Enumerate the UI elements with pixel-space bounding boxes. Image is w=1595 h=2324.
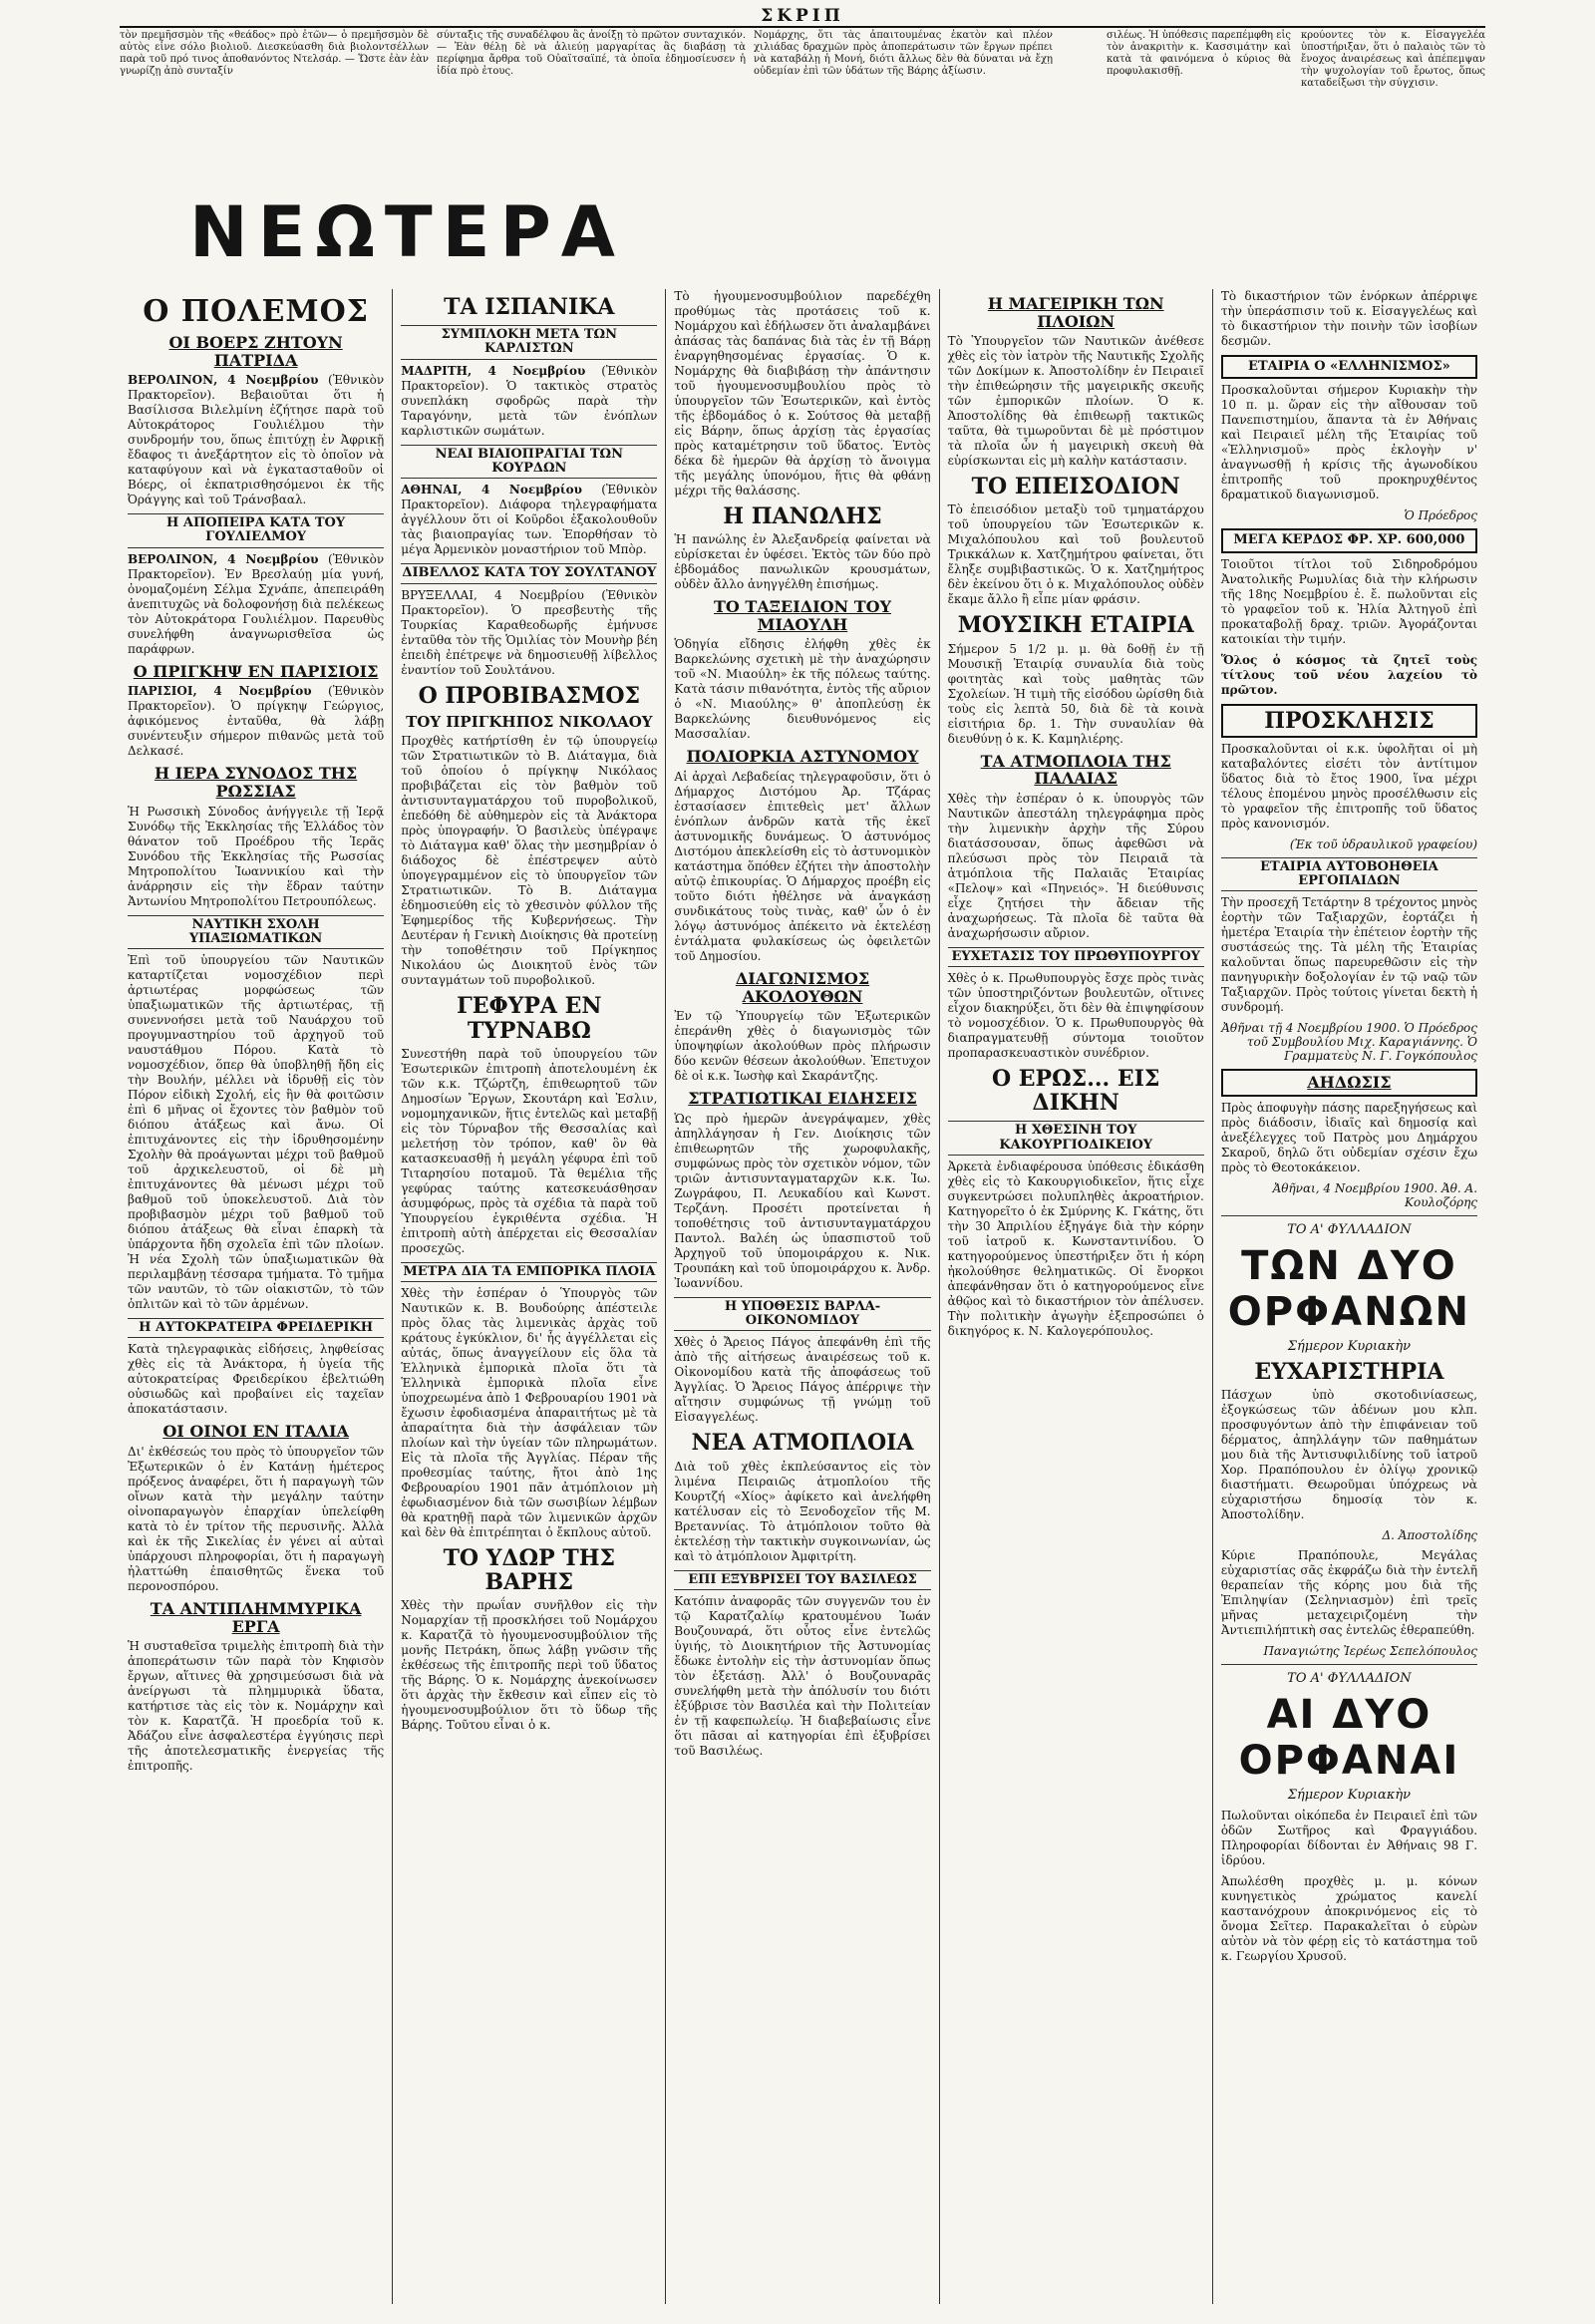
heading-spanish: ΤΑ ΙΣΠΑΝΙΚΑ [444,294,615,320]
article-military: Ὡς πρὸ ἡμερῶν ἀνεγράψαμεν, χθὲς ἀπηλλάγησαν ἡ Γεν. Διοίκησις τῶν ἐπιθεωρητῶν τῆς χωροφυλακῆς, συμφώνως πρὸς τὸν σχετικὸν νόμον, τῶν τριῶν ἀντισυνταγματαρχῶν κ.κ. Ἰω. Ζωγράφου, Π. Λευκαδίου καὶ Κωνστ. Τερζάνη. Προσέτι προτείνεται ἡ τοποθέτησις τοῦ ἀντισυνταγματάρχου Παντολ. Βαλέη ὡς ὑπασπιστοῦ τοῦ Ἀρχηγοῦ τοῦ ὑπομοιράρχου κ. Νικ. Τρουπάκη καὶ τοῦ ὑπομοιράρχου κ. Ἀνδρ. Ἰωαννίδου. [674,1111,931,1290]
heading-varla: Η ΥΠΟΘΕΣΙΣ ΒΑΡΛΑ-ΟΙΚΟΝΟΜΙΔΟΥ [674,1297,930,1332]
heading-galley: Η ΜΑΓΕΙΡΙΚΗ ΤΩΝ ΠΛΟΙΩΝ [987,294,1164,331]
article-love-trial: Ἀρκετὰ ἐνδιαφέρουσα ὑπόθεσις ἐδικάσθη χθὲς εἰς τὸ Κακουργιοδικεῖον, ἥτις εἶχε συγκεντρώσει πολυπληθὲς ἀκροατήριον. Κατηγορεῖτο ὁ ἐκ Σμύρνης Κ. Γκάτης, ὅτι τὴν 30 Ἀπριλίου ἐξηγάγε διὰ τὴν κόρην τοῦ ἰατροῦ κ. Κωνσταντινίδου. Ὁ κατηγορούμενος ὑπεστήριξεν ὅτι ἡ κόρη ἠκολούθησε θεληματικῶς. Οἱ ἔνορκοι ἀπεφάνθησαν ὅτι ὁ κατηγορούμενος εἶνε ἀθῷος καὶ τὸ δικαστήριον τὸν ἀπέλυσεν. Τὴν πολιτικὴν ἀγωγὴν ἐξεπροσώπει ὁ δικηγόρος κ. Ν. Καλογερόπουλος. [947,1160,1204,1339]
article-boers: ΒΕΡΟΛΙΝΟΝ, 4 Νοεμβρίου (Ἐθνικὸν Πρακτορεῖον). Βεβαιοῦται ὅτι ἡ Βασίλισσα Βιλελμίνη ἐζήτησε παρὰ τοῦ Αὐτοκράτορος Γουλιέλμου τὴν συνδρομήν του, ὅπως ἐπιτύχῃ ἐν Ἀφρικῇ ἔδαφος τι ἀνεξάρτητον εἰς τὸ ὁποῖον νὰ καταφύγουν καὶ νὰ ἐγκατασταθοῦν οἱ Βόερς, οἱ ἐκπατρισθησόμενοι ἐκ τῆς Ὀράγγης καὶ τοῦ Τράνσβααλ. [128,373,385,507]
heading-love-trial-sub: Η ΧΘΕΣΙΝΗ ΤΟΥ ΚΑΚΟΥΡΓΙΟΔΙΚΕΙΟΥ [948,1121,1204,1156]
article-attempt: ΒΕΡΟΛΙΝΟΝ, 4 Νοεμβρίου (Ἐθνικὸν Πρακτορεῖον). Ἐν Βρεσλαύῃ μία γυνή, ὀνομαζομένη Σέλμα Σχνάπε, ἀπεπειράθη ἀνεπιτυχῶς νὰ δολοφονήσῃ διὰ πελέκεως τὸν Αὐτοκράτορα Γουλιέλμον. Παρευθὺς συνελήφθη ἀναγνωρισθεῖσα ὡς παράφρων. [128,551,385,656]
article-flood-works: Ἡ συσταθεῖσα τριμελὴς ἐπιτροπὴ διὰ τὴν ἀποπεράτωσιν τῶν παρὰ τὸν Κηφισὸν ἔργων, αἵτινες θὰ χρησιμεύσωσι διὰ νὰ ἀνείργωσι τὰ πλημμυρικὰ ὕδατα, κατήρτισε τὰς εἰς τὸν κ. Νομάρχην καὶ τὸν κ. Καρατζᾶ. Ἡ προεδρία τοῦ κ. Ἀδάζου εἶνε ἀσφαλεστέρα ἐγγύησις περὶ τῆς ἀποτελεσματικῆς ἐνεργείας τῆς ἐπιτροπῆς. [128,1639,385,1774]
article-verdict-cont: Τὸ δικαστήριον τῶν ἐνόρκων ἀπέρριψε τὴν ὑπεράσπισιν τοῦ κ. Εἰσαγγελέως καὶ τὸ δικαστήριον τὴν ποινὴν τῶν ἰσοβίων δεσμῶν. [1220,289,1478,348]
heading-siege: ΠΟΛΙΟΡΚΙΑ ΑΣΤΥΝΟΜΟΥ [686,747,919,767]
article-old-company: Χθὲς τὴν ἑσπέραν ὁ κ. ὑπουργὸς τῶν Ναυτικῶν ἀπεστάλη τηλεγράφημα πρὸς τὴν λιμενικὴν ἀρχὴν τῆς Σύρου διατάσσουσαν, ὅπως ἀφεθῶσι νὰ πλεύσωσι πρὸς τὸν Πειραιᾶ τὰ ἀτμόπλοια τῆς Παλαιᾶς Ἑταιρίας «Πελοψ» καὶ «Πηνειός». Ἡ διεύθυνσις εἶχε ζητήσει τὴν ἄδειαν τῆς ἀναχωρήσεως. Τὰ πλοῖα δὲ ταῦτα θὰ ἀναχωρήσωσιν αὔριον. [947,791,1204,940]
lead-col-2: σύνταξις τῆς συναδέλφου ἂς ἀνοίξῃ τὸ πρῶτον συνταχικόν. — Ἐὰν θέλῃ δὲ νὰ ἀλιεύῃ μαργαρίτας ἂς διαβάσῃ τὰ περίφημα ἄρθρα τοῦ Οὐαϊτσαϊπέ, τὰ ὁποῖα ἐδημοσίευσεν ἡ ἰδία πρὸ ἐτους. [437,30,746,77]
article-vari-cont: Τὸ ἡγουμενοσυμβούλιον παρεδέχθη προθύμως τὰς προτάσεις τοῦ κ. Νομάρχου καὶ ἐδήλωσεν ὅτι ἀναλαμβάνει ἀπάσας τὰς δαπάνας διὰ τὰς ἐν τῇ Βάρῃ ἐναργηθησομένας ἐργασίας. Ὁ κ. Νομάρχης θὰ διαβιβάσῃ τὴν ἀπάντησιν τοῦ ἡγουμενοσυμβουλίου πρὸς τὸ ὑπουργεῖον τῶν Ἐσωτερικῶν, καὶ ἐντὸς τῆς ἑβδομάδος ὁ κ. Σούτσος θὰ μεταβῇ εἰς Βάρην, ὅπως ἀρχίσῃ τὰς ἐργασίας πρὸς καταμέτρησιν τοῦ ὕδατος. Ἐντὸς δέκα δὲ ἡμερῶν θὰ ἀρχίσῃ τὸ ἄνοιγμα τῆς μεγάλης ὑπονόμου, ἥτις θὰ φθάνῃ μέχρι τῆς θαλάσσης. [674,289,931,498]
heading-plague: Η ΠΑΝΩΛΗΣ [723,503,882,529]
article-invitation: Προσκαλοῦνται οἱ κ.κ. ὑφολῆται οἱ μὴ καταβαλόντες εἰσέτι τὸν ἀντίτιμον ὕδατος διὰ τὸ ἔτος 1900, ἵνα μέχρι τέλους ἐπομένου μηνὸς προσέλθωσιν εἰς τὸ γραφεῖον τῆς ἐπιτροπῆς τοῦ ὕδατος πρὸς κανονισμόν. [1220,741,1478,830]
lead-col-5: κρούοντες τὸν κ. Εἰσαγγελέα ὑποστήριξαν, ὅτι ὁ παλαιὸς τῶν τὸ ἔνοχος ἀναιρέσεως καὶ ἀπέπεμψαν τὴν ψυχολογίαν τοῦ ἔρωτος, ὅπως καταδείξωσι τὴν σύγχισιν. [1301,30,1485,89]
article-insult: Κατόπιν ἀναφορᾶς τῶν συγγενῶν του ἐν τῷ Καρατζαλίῳ κρατουμένου Ἰωάν Βουζουναρά, ὅτι οὗτος εἶνε ἐντελῶς ὑγιής, τὸ Διοικητήριον τῆς Ἀστυνομίας ἔδωκε ἐντολὴν εἰς τὴν ἀστυνομίαν ὅπως τὸν ἐξετάσῃ. Ἀλλ' ὁ Βουζουναρᾶς συνελήφθη μετὰ τὴν ἀπόλυσίν του διότι ἐξύβρισε τὸν Βασιλέα καὶ τὴν Πολιτείαν ἐν τῇ καφεπωλείῳ. Ἡ διαβεβαίωσις εἶνε ὅτι πᾶσαι αἱ κατηγορίαι ἐπὶ ἐξυβρίσει τοῦ Βασιλέως. [674,1593,931,1758]
ad-two-orphans-2-sub: Σήμερον Κυριακὴν [1287,1788,1412,1804]
article-music: Σήμερον 5 1/2 μ. μ. θὰ δοθῇ ἐν τῇ Μουσικῇ Ἑταιρίᾳ συναυλία διὰ τοὺς φοιτητὰς καὶ τοὺς μαθητὰς τῶν Σχολείων. Ἡ τιμὴ τῆς εἰσόδου ὡρίσθη διὰ τοὺς εἰς λεπτὰ 50, διὰ δὲ τὰ κοινὰ εἰσιτήρια δρ. 1. Τὴν συναυλίαν θὰ διευθύνῃ ὁ κ. Κ. Καμηλιέρης. [947,641,1204,746]
article-apprentices: Τὴν προσεχῆ Τετάρτην 8 τρέχοντος μηνὸς ἑορτὴν τῶν Ταξιαρχῶν, ἑορτάζει ἡ ἡμετέρα Ἑταιρία τὴν ἐπέτειον ἑορτὴν τῆς συστάσεώς της. Τὰ μέλη τῆς Ἑταιρίας καλοῦνται ὅπως παρευρεθῶσιν εἰς τὴν πανηγυρικὴν δοξολογίαν ἐν τῷ ναῷ τῶν Ταξιαρχῶν. Πρὸς τούτοις γίνεται δεκτὴ ἡ συνδρομή. [1220,895,1478,1015]
heading-invitation: ΠΡΟΣΚΛΗΣΙΣ [1221,704,1477,738]
article-naval-school: Ἐπὶ τοῦ ὑπουργείου τῶν Ναυτικῶν καταρτίζεται νομοσχέδιον περὶ ἀρτιωτέρας μορφώσεως τῶν ὑπαξιωματικῶν τῆς ἀρτιωτέρας, τῇ συνεννοήσει μετὰ τοῦ Ναυάρχου τοῦ προγυμναστηρίου τοῦ ἀρχηγοῦ τοῦ ναυστάθμου Πόρου. Κατὰ τὸ νομοσχέδιον, ὅπερ θὰ ὑποβληθῇ ἤδη εἰς τὴν Βουλήν, μέλλει νὰ ἱδρυθῇ εἰς τὸν Πόρον εἰδικὴ Σχολή, εἰς ἣν θὰ φοιτῶσιν ἐπὶ 6 μῆνας οἱ ἔχοντες τὸν βαθμὸν τοῦ διόπου ἀτάξεως καὶ ἄνω. Οἱ ἐπιτυχάνοντες εἰς τὴν ἱδρυθησομένην Σχολὴν θὰ προάγωνται μέχρι τοῦ βαθμοῦ τοῦ ἀρχικελευστοῦ, οἱ δὲ μὴ ἐπιτυχάνοντες θὰ μένωσι μέχρι τοῦ βαθμοῦ τοῦ ὑποκελευστοῦ. Διὰ τὸν προβιβασμὸν μέχρι τοῦ βαθμοῦ τοῦ διόπου ἀτάξεως θὰ εἶναι ἐπαρκὴ τὰ ὑπάρχοντα ἤδη σχολεῖα ἐπὶ τῶν πλοίων. Ἡ νέα Σχολὴ τῶν ὑπαξιωματικῶν θὰ περιλαμβάνῃ τέσσαρα τμήματα. Τὸ τμῆμα τῶν ναυτῶν, τὸ τῶν οἰακιστῶν, τὸ τῶν ὁπλιτῶν καὶ τὸ τῶν ἁρμένων. [128,953,385,1312]
heading-wines: ΟΙ ΟΙΝΟΙ ΕΝ ΙΤΑΛΙΑ [162,1422,349,1442]
heading-pm: ΕΥΧΕΤΑΣΙΣ ΤΟΥ ΠΡΩΘΥΠΟΥΡΓΟΥ [948,947,1204,967]
divider-2 [1221,1664,1477,1665]
signature-thanks: Δ. Ἀποστολίδης [1382,1528,1478,1543]
article-galley: Τὸ Ὑπουργεῖον τῶν Ναυτικῶν ἀνέθεσε χθὲς εἰς τὸν ἰατρὸν τῆς Ναυτικῆς Σχολῆς τῶν Δοκίμων κ. Ἀποστολίδην ἐν Πειραιεῖ τὴν ἐπιθεώρησιν τῆς μαγειρικῆς σκευῆς τῶν ἐμπορικῶν πλοίων. Ὁ κ. Ἀποστολίδης θὰ ἐπιθεωρῇ τακτικῶς ταῦτα, θὰ τιμωροῦνται δὲ μὲ πρόστιμον τὰ πλοῖα ὧν ἡ μαγειρικὴ σκευὴ θὰ εὑρίσκωνται εἰς μὴ καλὴν κατάστασιν. [947,334,1204,469]
heading-contest: ΔΙΑΓΩΝΙΣΜΟΣ ΑΚΟΛΟΥΘΩΝ [735,968,870,1006]
column-5 [1212,289,1485,2304]
article-big-gain-tagline: Ὅλος ὁ κόσμος τὰ ζητεῖ τοὺς τίτλους τοῦ νέου λαχείου τὸ πρῶτον. [1220,652,1478,697]
heading-thanks: ΕΥΧΑΡΙΣΤΗΡΙΑ [1254,1358,1444,1385]
article-ellinismos: Προσκαλοῦνται σήμερον Κυριακὴν τὴν 10 π. μ. ὥραν εἰς τὴν αἴθουσαν τοῦ Πανεπιστημίου, ἅπαντα τὰ ἐν Ἀθήναις καὶ Πειραιεῖ μέλη τῆς Ἑταιρίας τοῦ «Ἑλληνισμοῦ» πρὸς ἐκλογὴν ν' ἀναγνωσθῇ ἡ κρίσις τῆς ἀγωνοδίκου ἐπιτροπῆς τοῦ προκηρυχθέντος δραματικοῦ διαγωνισμοῦ. [1220,383,1478,502]
column-2 [392,289,665,2304]
heading-miaoulis: ΤΟ ΤΑΞΕΙΔΙΟΝ ΤΟΥ ΜΙΑΟΥΛΗ [714,597,891,634]
section-title-neotera: ΝΕΩΤΕΡΑ [189,191,625,273]
columns [120,289,1485,2304]
heading-promotion-sub: ΤΟΥ ΠΡΙΓΚΗΠΟΣ ΝΙΚΟΛΑΟΥ [406,712,653,731]
ad-lost-dog: Ἀπωλέσθη προχθὲς μ. μ. κόνων κυνηγετικὸς χρώματος κανελί καστανόχρουν ἀποκρινόμενος εἰς τὸ ὄνομα Σεῖτερ. Παρακαλεῖται ὁ εὑρὼν αὐτὸν νὰ τὸν φέρῃ εἰς τὸ κατάστημα τοῦ κ. Γεωργίου Χρυσοῦ. [1220,1874,1478,1964]
heading-war: Ο ΠΟΛΕΜΟΣ [143,294,369,329]
column-3 [665,289,938,2304]
lead-col-3: Νομάρχης, ὅτι τὰς ἀπαιτουμένας ἑκατὸν καὶ πλέον χιλιάδας δραχμῶν πρὸς ἀποπεράτωσιν τῶν ἔργων πρέπει νὰ καταβάλῃ ἡ Μονή, διότι ἄλλως δὲν θὰ δύναται νὰ ἔχῃ οὐδεμίαν ἐπὶ τῶν ὑδάτων τῆς Βάρης ἀξίωσιν. [754,30,1053,77]
lead-col-1: τὸν πρεμῆσσμὸν τῆς «θεάδος» πρὸ ἐτῶν— ὁ πρεμῆσσμὸν δὲ αὐτὸς εἶνε σόλο βιολιοῦ. Διεσκεύασθη διὰ βιολοντσέλλων παρὰ τοῦ πρό τινος ἀποθανόντος Ντελσάρ. — Ὥστε ἐὰν ἐὰν γνωρίζῃ ἀπὸ συνταξίν [120,30,429,77]
article-wines: Δι' ἐκθέσεώς του πρὸς τὸ ὑπουργεῖον τῶν Ἐξωτερικῶν ὁ ἐν Κατάνῃ ἡμέτερος πρόξενος ἀναφέρει, ὅτι ἡ παραγωγὴ τῶν οἴνων κατὰ τὴν μεγάλην ταύτην οἰνοπαραγωγὸν ἐπαρχίαν ὑπελείφθη κατὰ τὸ ἐν τρίτον τῆς περυσινῆς. Ἀλλὰ καὶ ἐκ τῆς Σικελίας ἐν γένει αἱ αὐταὶ ὑπάρχουσι πληροφορίαι, ὅτι ἡ παραγωγὴ ἠλαττώθη ἐπαισθητῶς ἕνεκα τοῦ περονοσπόρου. [128,1445,385,1594]
heading-bridge: ΓΕΦΥΡΑ ΕΝ ΤΥΡΝΑΒΩ [457,993,602,1044]
article-incident: Τὸ ἐπεισόδιον μεταξὺ τοῦ τμηματάρχου τοῦ ὑπουργείου τῶν Ἐσωτερικῶν κ. Μιχαλόπουλου καὶ τοῦ βουλευτοῦ Τρικκάλων κ. Χατζημήτρου φαίνεται, ὅτι ἔληξε συμβιβαστικῶς. Ὁ κ. Χατζημήτρος δὲν ἐκείνου ὅτι ὁ κ. Μιχαλόπουλος οὐδὲν ἔκαμε ἄλλο ἢ εἶπε μίαν φράσιν. [947,502,1204,607]
article-contest: Ἐν τῷ Ὑπουργείῳ τῶν Ἐξωτερικῶν ἐπεράνθη χθὲς ὁ διαγωνισμὸς τῶν ὑποψηφίων ἀκολούθων πρὸς πλήρωσιν δύο κενῶν θέσεων ἀκολούθων. Ἐπετυχον δὲ οἱ κ.κ. Ἰωσὴφ καὶ Σκαράντζης. [674,1009,931,1084]
column-4 [939,289,1212,2304]
ad-plots: Πωλοῦνται οἰκόπεδα ἐν Πειραιεῖ ἐπὶ τῶν ὁδῶν Σωτῆρος καὶ Φραγγιάδου. Πληροφορίαι δίδονται ἐν Ἀθήναις 98 Γ. ἰδρύου. [1220,1809,1478,1868]
article-prince-paris: ΠΑΡΙΣΙΟΙ, 4 Νοεμβρίου (Ἐθνικὸν Πρακτορεῖον). Ὁ πρίγκηψ Γεώργιος, ἀφικόμενος ἐνταῦθα, θὰ λάβῃ συνέντευξιν σήμερον πιθανῶς μετὰ τοῦ Δελκασέ. [128,684,385,759]
article-bridge: Συνεστήθη παρὰ τοῦ ὑπουργείου τῶν Ἐσωτερικῶν ἐπιτροπὴ ἀποτελουμένη ἐκ τῶν κ.κ. Τζώρτζη, ἐπιθεωρητοῦ τῶν Δημοσίων Ἔργων, Σκουτάρη καὶ Ἐσλιν, νομομηχανικῶν, ἥτις ἐντελῶς καὶ μεταβῇ εἰς τὸν Τύρναβον τῆς Θεσσαλίας καὶ μελετήσῃ τὸν τρόπον, καθ' ὃν θὰ κατασκευασθῇ ἡ μεγάλη γέφυρα ἐπὶ τοῦ Τιταρησίου ποταμοῦ. Τὰ θεμέλια τῆς γεφύρας ταύτης κατεσκευάσθησαν ἀσυμφόρως, πρὸς τὰ σχέδια τὰ παρὰ τοῦ Ὑπουργείου ἐγκριθέντα σχέδια. Ἡ ἐπιτροπὴ αὐτὴ ἀπέρχεται εἰς Θεσσαλίαν προσεχῶς. [401,1046,658,1255]
heading-libel: ΔΙΒΕΛΛΟΣ ΚΑΤΑ ΤΟΥ ΣΟΥΛΤΑΝΟΥ [401,563,657,583]
masthead [120,6,1485,28]
heading-incident: ΤΟ ΕΠΕΙΣΟΔΙΟΝ [971,474,1180,500]
heading-old-company: ΤΑ ΑΤΜΟΠΛΟΙΑ ΤΗΣ ΠΑΛΑΙΑΣ [980,751,1171,789]
article-libel: ΒΡΥΞΕΛΛΑΙ, 4 Νοεμβρίου (Ἐθνικὸν Πρακτορεῖον). Ὁ πρεσβευτὴς τῆς Τουρκίας Καραθεοδωρῆς ἐμήνυσε ἐνταῦθα τὸν τῆς Ὁμιλίας τὸν Μουνὴρ βέη ἐπειδὴ ἐπέτρεψε νὰ δημοσιευθῇ λίβελλος ἐναντίον τοῦ Σουλτάνου. [401,587,658,677]
article-merchant-ships: Χθὲς τὴν ἑσπέραν ὁ Ὑπουργὸς τῶν Ναυτικῶν κ. Β. Βουδούρης ἀπέστειλε πρὸς ὅλας τὰς λιμενικὰς ἀρχὰς τοῦ κράτους ἐγκύκλιον, δι' ἧς ἀγγέλλεται εἰς αὐτάς, ὅπως ἀναγγείλουν εἰς ὅλα τὰ Ἑλληνικὰ ἐμπορικὰ πλοῖα ὅτι τὰ Ἑλληνικὰ ἐμπορικὰ πλοῖα εἶνε ὑποχρεωμένα ἀπὸ 1 Φεβρουαρίου 1901 νὰ ἔχωσιν ἐφοδιασμένα ἀπαραιτήτως μὲ τὰ ἀπαραίτητα διὰ τὴν ἀσφάλειαν τῶν πλοίων καὶ τὴν ὑγείαν τῶν πληρωμάτων. Εἰς τὰ πλοῖα τῆς Ἀγγλίας. Πέραν τῆς προθεσμίας ταύτης, ἤτοι ἀπὸ 1ης Φεβρουαρίου 1901 πᾶν ἀτμόπλοιον μὴ ἐφωδιασμένον διὰ τῶν σωσιβίων λέμβων θὰ κρατηθῇ παρὰ τῶν λιμενικῶν ἀρχῶν καὶ δὲν θὰ ἐπιτρέπηται ὁ ἔκπλους αὐτοῦ. [401,1286,658,1540]
heading-love-trial: Ο ΕΡΩΣ... ΕΙΣ ΔΙΚΗΝ [991,1066,1160,1117]
heading-apprentices: ΕΤΑΙΡΙΑ ΑΥΤΟΒΟΗΘΕΙΑ ΕΡΓΟΠΑΙΔΩΝ [1221,857,1477,892]
heading-vari-water: ΤΟ ΥΔΩΡ ΤΗΣ ΒΑΡΗΣ [443,1545,616,1596]
theatre-label-1: ΤΟ Α' ΦΥΛΛΑΔΙΟΝ [1287,1221,1412,1237]
heading-declaration: ΑΗΔΩΣΙΣ [1221,1069,1477,1097]
heading-military: ΣΤΡΑΤΙΩΤΙΚΑΙ ΕΙΔΗΣΕΙΣ [688,1089,917,1109]
heading-synod: Η ΙΕΡΑ ΣΥΝΟΔΟΣ ΤΗΣ ΡΩΣΣΙΑΣ [154,764,358,801]
heading-carlists: ΣΥΜΠΛΟΚΗ ΜΕΤΑ ΤΩΝ ΚΑΡΛΙΣΤΩΝ [401,325,657,360]
article-thanks-2: Κύριε Πραπόπουλε, Μεγάλας εὐχαριστίας σᾶς ἐκφράζω διὰ τὴν ἐντελῆ θεραπείαν τῆς κόρης μου διὰ τῆς Ἐπιληψίαν (Σεληνιασμὸν) ἐπὶ τρεῖς μῆνας μεταχειριζομένη τὴν Ἀντιεπιλήπτικὴ σας ἐντελῶς ἐθεραπεύθη. [1220,1548,1478,1638]
article-siege: Αἱ ἀρχαὶ Λεβαδείας τηλεγραφοῦσιν, ὅτι ὁ Δήμαρχος Διστόμου Ἀρ. Τζάρας ἐστασίασεν ἐπιτεθεὶς μετ' ἄλλων ἐνόπλων ἀνδρῶν κατὰ τῆς ἐκεῖ ἀστυνομικῆς δυνάμεως. Ὁ ἀστυνόμος Διστόμου ἀπεκλείσθη εἰς τὸ ἀστυνομικὸν κατάστημα ὅπόθεν ἐζήτει τὴν ἀποστολὴν αὐτῷ ἐπικουρίας. Ὁ Δήμαρχος προέβη εἰς τοῦτο διότι ἠθέλησε νὰ ἀναγκάσῃ συνδικάτους τοὺς τινὰς, καθ' ὧν ὁ ἐν λόγῳ ἀστυνόμος ἀπέκειτο νὰ ἐκτελέσῃ ἐντάλματα φυλακίσεως ὡς ὀφειλετῶν τοῦ Δημοσίου. [674,769,931,963]
article-empress: Κατὰ τηλεγραφικὰς εἰδήσεις, ληφθείσας χθὲς εἰς τὰ Ἀνάκτορα, ἡ ὑγεία τῆς αὐτοκρατείρας Φρειδερίκου ἐβελτιώθη οὐσιωδῶς καὶ προβαίνει εἰς ταχεῖαν ἀποκατάστασιν. [128,1342,385,1417]
heading-merchant-ships: ΜΕΤΡΑ ΔΙΑ ΤΑ ΕΜΠΟΡΙΚΑ ΠΛΟΙΑ [401,1262,657,1282]
column-1 [120,289,392,2304]
signature-president: Ὁ Πρόεδρος [1404,508,1478,523]
article-synod: Ἡ Ρωσσικὴ Σύνοδος ἀνήγγειλε τῇ Ἱερᾷ Συνόδῳ τῆς Ἐκκλησίας τῆς Ἑλλάδος τὸν θάνατον τοῦ Προέδρου τῆς Ἱερᾶς Συνόδου τῆς Ἐκκλησίας τῆς Ρωσσίας Μητροπολίτου Ἰωαννικίου καὶ τὴν ἀνάρρησιν εἰς τὴν ἕδραν ταύτην Ἀντωνίου Μητροπολίτου Πετρουπόλεως. [128,804,385,908]
article-vari-water: Χθὲς τὴν πρωΐαν συνῆλθον εἰς τὴν Νομαρχίαν τῇ προσκλήσει τοῦ Νομάρχου κ. Καρατζᾶ τὸ ἡγουμενοσυμβούλιον τῆς μονῆς Πετράκη, ὅπως λάβῃ γνῶσιν τῆς ἐκθέσεως τῆς ἐπιτροπῆς περὶ τοῦ ὕδατος τῆς Βάρης. Ὁ κ. Νομάρχης ἀνεκοίνωσεν ὅτι ἀρχὰς τὴν ἔκθεσιν καὶ εἶπεν εἰς τὸ ἡγουμενοσυμβούλιον ὅτι τὸ ὕδωρ τῆς Βάρης. Τοῦτου εἶναι ὁ κ. [401,1598,658,1733]
article-miaoulis: Ὁδηγία εἴδησις ἐλήφθη χθὲς ἐκ Βαρκελώνης σχετικὴ μὲ τὴν ἀναχώρησιν τοῦ «Ν. Μιαούλη» ἐκ τῆς πόλεως ταύτης. Κατὰ τάσιν πιθανότητα, ἐντὸς τῆς αὔριον ὁ «Ν. Μιαούλης» θ' ἀποπλεύσῃ ἐκ Βαρκελώνης διευθυνόμενος εἰς Μασσαλίαν. [674,637,931,742]
heading-big-gain: ΜΕΓΑ ΚΕΡΔΟΣ ΦΡ. ΧΡ. 600,000 [1221,528,1477,552]
signature-apprentices: Ἀθῆναι τῇ 4 Νοεμβρίου 1900. Ὁ Πρόεδρος τοῦ Συμβουλίου Μιχ. Καραγιάννης. Ὁ Γραμματεὺς Ν. Γ. Γογκόπουλος [1221,1021,1478,1064]
heading-ellinismos: ΕΤΑΙΡΙΑ Ο «ΕΛΛΗΝΙΣΜΟΣ» [1221,355,1477,379]
article-plague: Ἡ πανώλης ἐν Ἀλεξανδρείᾳ φαίνεται νὰ εὑρίσκεται ἐν ὑφέσει. Ἐκτὸς τῶν δύο πρὸ ἑβδομάδος πανωλικῶν κρουσμάτων, οὐδὲν ἄλλο ἀνηγγέλθη ἐπισήμως. [674,532,931,592]
article-new-steamers: Διὰ τοῦ χθὲς ἐκπλεύσαντος εἰς τὸν λιμένα Πειραιῶς ἀτμοπλοίου τῆς Κουρτζή «Χίος» ἀφίκετο καὶ ἀνελήφθη κατέλυσαν εἰς τὸ Ξενοδοχεῖον τῆς Μ. Βρεταννίας. Τὸ ἀτμόπλοιον τοῦτο θὰ ἐκτελέσῃ τὴν τακτικὴν συγκοινωνίαν, ὡς καὶ τὸ ἀτμόπλοιον Ἀμφιτρίτη. [674,1459,931,1563]
ad-two-orphans-2: ΑΙ ΔΥΟ ΟΡΦΑΝΑΙ [1238,1692,1460,1785]
heading-promotion: Ο ΠΡΟΒΙΒΑΣΜΟΣ [418,682,641,709]
article-varla: Χθὲς ὁ Ἄρειος Πάγος ἀπεφάνθη ἐπὶ τῆς ἀπὸ τῆς αἰτήσεως ἀναιρέσεως τοῦ κ. Οἰκονομίδου κατὰ τῆς ἀποφάσεως τοῦ Ἀγγλίας. Ὁ Ἄρειος Πάγος ἀπέρριψε τὴν αἴτησιν συμφώνως τῇ γνώμῃ τοῦ Εἰσαγγελέως. [674,1335,931,1425]
article-kurds: ΑΘΗΝΑΙ, 4 Νοεμβρίου (Ἐθνικὸν Πρακτορεῖον). Διάφορα τηλεγραφήματα ἀγγέλλουν ὅτι οἱ Κοῦρδοι ἐξακολουθοῦν τὰς βιαιοπραγίας των. Ἐπορθήσαν τὸ μέγα Ἀρμενικὸν μοναστήριον τοῦ Μπὸρ. [401,483,658,557]
heading-empress: Η ΑΥΤΟΚΡΑΤΕΙΡΑ ΦΡΕΙΔΕΡΙΚΗ [128,1318,384,1338]
ad-two-orphans-1: ΤΩΝ ΔΥΟ ΟΡΦΑΝΩΝ [1227,1242,1471,1335]
signature-declaration: Ἀθῆναι, 4 Νοεμβρίου 1900. Ἀθ. Α. Κουλοζόρης [1272,1180,1478,1209]
heading-insult: ΕΠΙ ΕΞΥΒΡΙΣΕΙ ΤΟΥ ΒΑΣΙΛΕΩΣ [674,1570,930,1590]
divider [1221,1215,1477,1216]
article-promotion: Προχθὲς κατήρτίσθη ἐν τῷ ὑπουργείῳ τῶν Στρατιωτικῶν τὸ Β. Διάταγμα, διὰ τοῦ ὁποίου ὁ πρίγκηψ Νικόλαος προβιβάζεται εἰς τὸν βαθμὸν τοῦ ἀντισυνταγματάρχου τοῦ πυροβολικοῦ, ἐπεδόθη δὲ αὐθημερὸν εἰς τὰ Ἀνάκτορα πρὸς ὑπογραφήν. Ὁ βασιλεὺς ὑπέγραψε τὸ Διάταγμα καθ' ὅλας τὴν μεσημβρίαν ὁ διάδοχος δὲ ἐπέστρεψεν αὐτὸ ὑπογεγραμμένον εἰς τὸ ὑπουργεῖον τῶν Στρατιωτικῶν. Τὸ Β. Διάταγμα ἐδημοσιεύθη εἰς τὸ χθεσινὸν φύλλον τῆς Ἐφημερίδος τῆς Κυβερνήσεως. Τὴν Δευτέραν ἡ Γενικὴ Διοίκησις θὰ προτείνῃ τὴν τοποθέτησιν τοῦ Πρίγκηπος Νικολάου ὡς Διοικητοῦ ἑνὸς τῶν συνταγμάτων τοῦ πυροβολικοῦ. [401,734,658,988]
ad-two-orphans-1-sub: Σήμερον Κυριακὴν [1287,1338,1412,1354]
article-thanks: Πάσχων ὑπὸ σκοτοδινίασεως, ἐξογκώσεως τῶν ἀδένων μου κλπ. προσφυγόντων ἀπὸ τὴν ἐπιφάνειαν τοῦ δέρματος, ἀπηλλάγην τῶν παθημάτων μου διὰ τῆς Ἀντισυφιλιδίνης τοῦ ἰατροῦ Χορ. Πραπόπουλου ἐν ὀλίγῳ χρονικῷ διαστήματι. Θεωροῦμαι ὑπόχρεως νὰ εὐχαριστήσω δημοσίᾳ τὸν κ. Ἀποστολίδην. [1220,1388,1478,1522]
lead-continuation [120,30,1097,199]
signature-water-office: (Ἐκ τοῦ ὑδραυλικοῦ γραφείου) [1289,836,1478,851]
theatre-label-2: ΤΟ Α' ΦΥΛΛΑΔΙΟΝ [1287,1671,1412,1687]
masthead-title: ΣΚΡΙΠ [761,6,844,26]
article-pm: Χθὲς ὁ κ. Πρωθυπουργὸς ἔσχε πρὸς τινὰς τῶν ὑποστηριζόντων βουλευτῶν, οἵτινες εἶχον διακηρύξει, ὅτι δὲν θὰ ἐπιψηφίσουν τὸ νομοσχέδιον. Ὁ κ. Πρωθυπουργὸς θὰ διαπραγματευθῇ σύντομα τοιοῦτον προπαρασκευαστικὸν συνέδριον. [947,971,1204,1061]
signature-thanks-2: Παναγιώτης Ἰερέως Σεπελόπουλος [1263,1644,1478,1659]
heading-flood-works: ΤΑ ΑΝΤΙΠΛΗΜΜΥΡΙΚΑ ΕΡΓΑ [150,1599,362,1636]
heading-prince-paris: Ο ΠΡΙΓΚΗΨ ΕΝ ΠΑΡΙΣΙΟΙΣ [133,661,379,681]
lead-col-4: σιλέως. Ἡ ὑπόθεσις παρεπέμφθη εἰς τὸν ἀνακριτὴν κ. Κασσιμάτην καὶ κατὰ τὰ φαινόμενα ὁ κύριος θὰ προφυλακισθῇ. [1107,30,1291,77]
article-declaration: Πρὸς ἀποφυγὴν πάσης παρεξηγήσεως καὶ πρὸς διάδοσιν, ἰδιαῖς καὶ δημοσίᾳ καὶ ἀνεξέλεγχες τοῦ Πατρὸς μου Δημάρχου Σκαροῦ, δηλῶ ὅτι οὐδεμίαν σχέσιν ἔχω πρὸς τὸ Θεοτοκάκειον. [1220,1100,1478,1174]
heading-kurds: ΝΕΑΙ ΒΙΑΙΟΠΡΑΓΙΑΙ ΤΩΝ ΚΟΥΡΔΩΝ [401,445,657,480]
heading-naval-school: ΝΑΥΤΙΚΗ ΣΧΟΛΗ ΥΠΑΞΙΩΜΑΤΙΚΩΝ [128,915,384,950]
article-big-gain: Τοιοῦτοι τίτλοι τοῦ Σιδηροδρόμου Ἀνατολικῆς Ρωμυλίας διὰ τὴν κλήρωσιν τῆς 18ης Νοεμβρίου ἐ. ἔ. πωλοῦνται εἰς τὸ γραφεῖον τοῦ κ. Ἠλία Ἀλτηγοῦ ἐπὶ προκαταβολῇ δραχ. τριῶν. Ἀγοράζονται κατοικίαι τὴν τιμήν. [1220,556,1478,646]
heading-attempt: Η ΑΠΟΠΕΙΡΑ ΚΑΤΑ ΤΟΥ ΓΟΥΛΙΕΛΜΟΥ [128,513,384,548]
article-carlists: ΜΑΔΡΙΤΗ, 4 Νοεμβρίου (Ἐθνικὸν Πρακτορεῖον). Ὁ τακτικὸς στρατὸς συνεπλάκη σφοδρῶς παρὰ τὴν Ταραγόνην, μετὰ τῶν ἐνόπλων καρλιστικῶν σωμάτων. [401,363,658,438]
heading-boers: ΟΙ ΒΟΕΡΣ ΖΗΤΟΥΝ ΠΑΤΡΙΔΑ [168,333,343,370]
heading-music: ΜΟΥΣΙΚΗ ΕΤΑΙΡΙΑ [957,612,1194,639]
heading-new-steamers: ΝΕΑ ΑΤΜΟΠΛΟΙΑ [691,1430,914,1457]
